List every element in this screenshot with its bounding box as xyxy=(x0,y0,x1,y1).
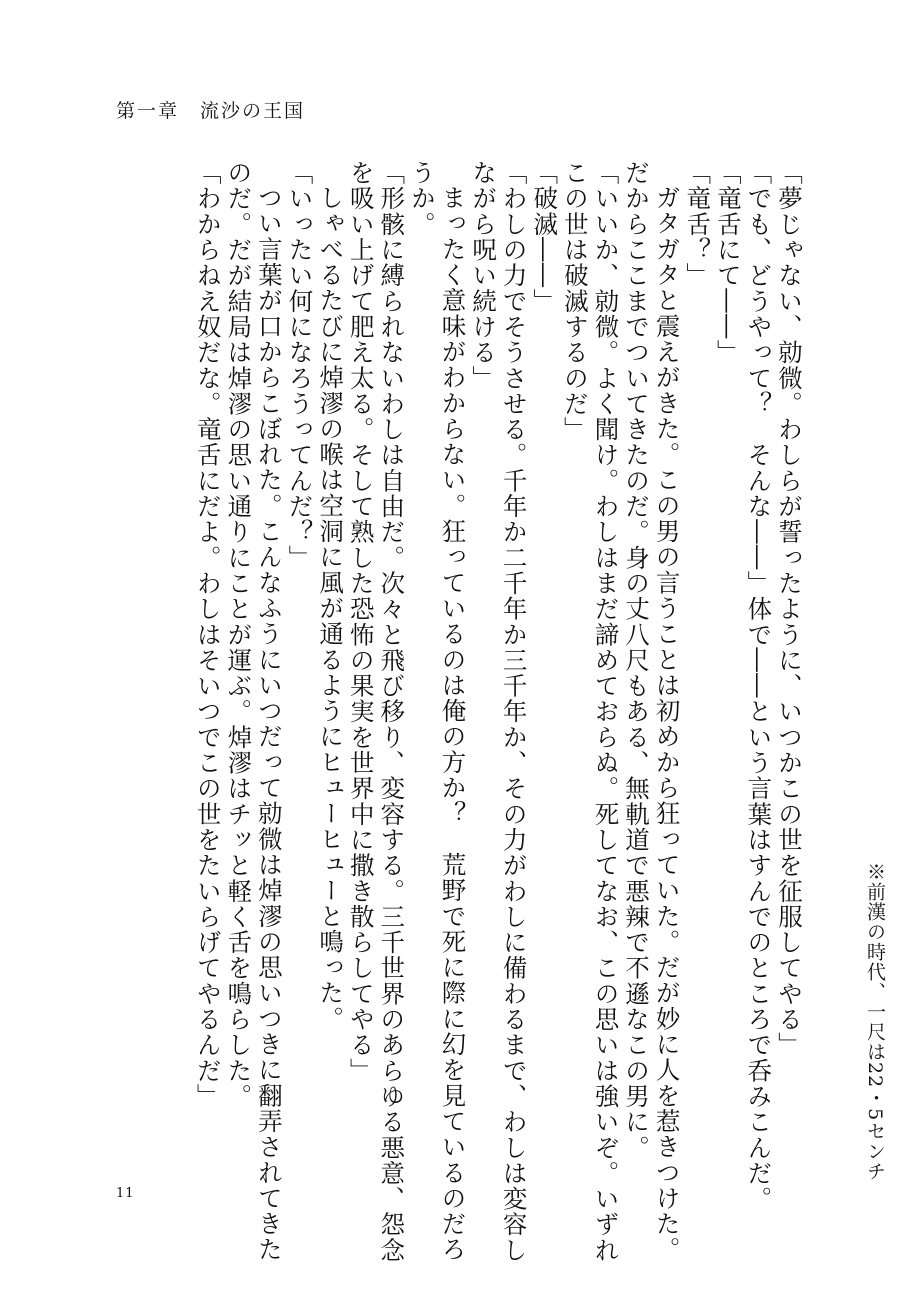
text-line: 「でも、どうやって？ そんな――」体で――という言葉はすんでのところで呑みこんだ。 xyxy=(744,160,774,1212)
text-line: 「わしの力でそうさせる。千年か二千年か三千年か、その力がわしに備わるまで、わしは変容し xyxy=(499,160,529,1263)
page-number: 11 xyxy=(116,1186,135,1201)
text-line: 「夢じゃない、勍微。わしらが誓ったように、いつかこの世を征服してやる」 xyxy=(775,160,804,1058)
text-line: 「形骸に縛られないわしは自由だ。次々と飛び移り、変容する。三千世界のあらゆる悪意、怨念 xyxy=(377,160,407,1263)
text-line: まったく意味がわからない。狂っているのは俺の方か？ 荒野で死に際に幻を見ているのだろ xyxy=(438,184,468,1262)
chapter-header: 第一章 流沙の王国 xyxy=(116,100,306,122)
text-line: 「竜舌にて――」 xyxy=(713,160,743,366)
footnote: ※前漢の時代、一尺は22・5センチ xyxy=(864,862,886,1182)
text-line: しゃべるたびに焯漻の喉は空洞に風が通るようにヒューヒューと鳴った。 xyxy=(316,184,346,1031)
text-line: 「破滅――」 xyxy=(530,160,560,314)
text-line: を吸い上げて肥え太る。そして熟した恐怖の果実を世界中に撒き散らしてやる」 xyxy=(346,160,376,1084)
text-line: 「わからねえ奴だな。竜舌にだよ。わしはそいつでこの世をたいらげてやるんだ」 xyxy=(193,160,223,1110)
text-line: つい言葉が口からこぼれた。こんなふうにいつだって勍微は焯漻の思いつきに翻弄されてきた xyxy=(254,184,284,1262)
text-line: ながら呪い続ける」 xyxy=(469,160,499,391)
text-line: 「竜舌？」 xyxy=(683,160,713,289)
text-line: だからここまでついてきたのだ。身の丈八尺もある、無軌道で悪辣で不遜なこの男に。 xyxy=(622,160,652,1161)
text-line: 「いったい何になろうってんだ？」 xyxy=(285,160,315,571)
text-line: 「いいか、勍微。よく聞け。わしはまだ諦めておらぬ。死してなお、この思いは強いぞ。いずれ xyxy=(591,160,621,1263)
text-line: この世は破滅するのだ」 xyxy=(560,160,590,443)
body-text xyxy=(140,160,804,1263)
text-line: のだ。だが結局は焯漻の思い通りにことが運ぶ。焯漻はチッと軽く舌を鳴らした。 xyxy=(224,160,254,1110)
text-line: うか。 xyxy=(407,160,437,237)
text-line: ガタガタと震えがきた。この男の言うことは初めから狂っていた。だが妙に人を惹きつけた。 xyxy=(652,184,682,1262)
